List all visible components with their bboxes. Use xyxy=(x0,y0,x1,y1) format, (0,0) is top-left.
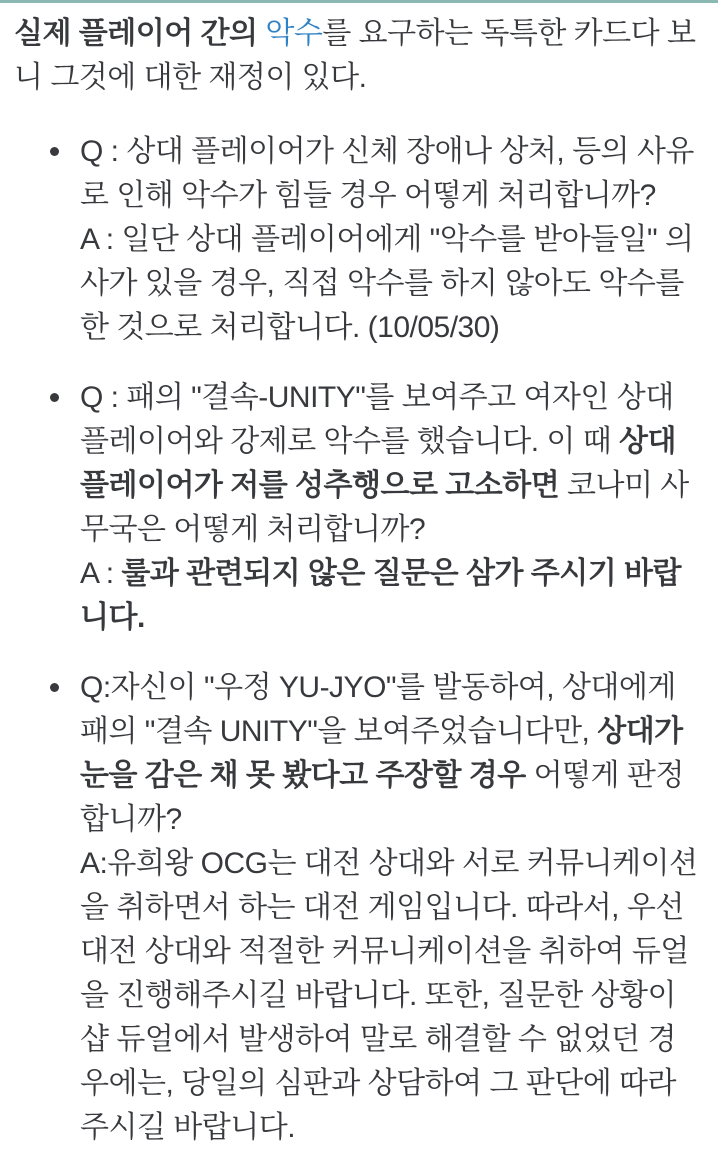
emphasis-text: 상대가 눈을 감은 채 못 봤다고 주장할 경우 xyxy=(80,715,683,792)
qa-list-item xyxy=(80,376,704,640)
handshake-link[interactable]: 악수 xyxy=(265,17,323,50)
text-segment: Q : 패의 "결속-UNITY"를 보여주고 여자인 상대 플레이어와 강제로 악수를 했습니다. 이 때 xyxy=(80,381,674,458)
emphasis-text: 룰과 관련되지 않은 질문은 삼가 주시기 바랍니다. xyxy=(80,557,682,634)
emphasis-text: 실제 플레이어 간의 xyxy=(14,17,266,50)
text-segment: 어떻게 판정합니까? xyxy=(80,759,684,836)
text-segment: 를 요구하는 독특한 카드다 보니 그것에 대한 재정이 있다. xyxy=(14,17,696,94)
qa-line xyxy=(80,842,704,1150)
intro-paragraph xyxy=(14,12,704,100)
text-segment: A : xyxy=(80,557,122,590)
qa-list-item xyxy=(80,130,704,350)
text-segment: A : 일단 상대 플레이어에게 "악수를 받아들일" 의사가 있을 경우, 직접 악수를 하지 않아도 악수를 한 것으로 처리합니다. (10/05/30) xyxy=(80,223,694,344)
text-segment: Q : 상대 플레이어가 신체 장애나 상처, 등의 사유로 인해 악수가 힘들 경우 어떻게 처리합니까? xyxy=(80,135,694,212)
qa-line xyxy=(80,376,704,552)
qa-line xyxy=(80,218,704,350)
qa-list xyxy=(14,130,704,1150)
qa-line xyxy=(80,552,704,640)
qa-line xyxy=(80,130,704,218)
qa-line xyxy=(80,666,704,842)
text-segment: 코나미 사무국은 어떻게 처리합니까? xyxy=(80,469,689,546)
text-segment: Q:자신이 "우정 YU-JYO"를 발동하여, 상대에게 패의 "결속 UNITY"을 보여주었습니다만, xyxy=(80,671,676,748)
article-body xyxy=(0,3,718,1150)
emphasis-text: 상대 플레이어가 저를 성추행으로 고소하면 xyxy=(80,425,676,502)
text-segment: A:유희왕 OCG는 대전 상대와 서로 커뮤니케이션을 취하면서 하는 대전 게임입니다. 따라서, 우선 대전 상대와 적절한 커뮤니케이션을 취하여 듀얼을 진행해주시길 바랍니다. 또한, 질문한 상황이 샵 듀얼에서 발생하여 말로 해결할 수 없었던 경우에는, 당일의 심판과 상담하여 그 판단에 따라주시길 바랍니다. xyxy=(80,847,698,1144)
qa-list-item xyxy=(80,666,704,1150)
